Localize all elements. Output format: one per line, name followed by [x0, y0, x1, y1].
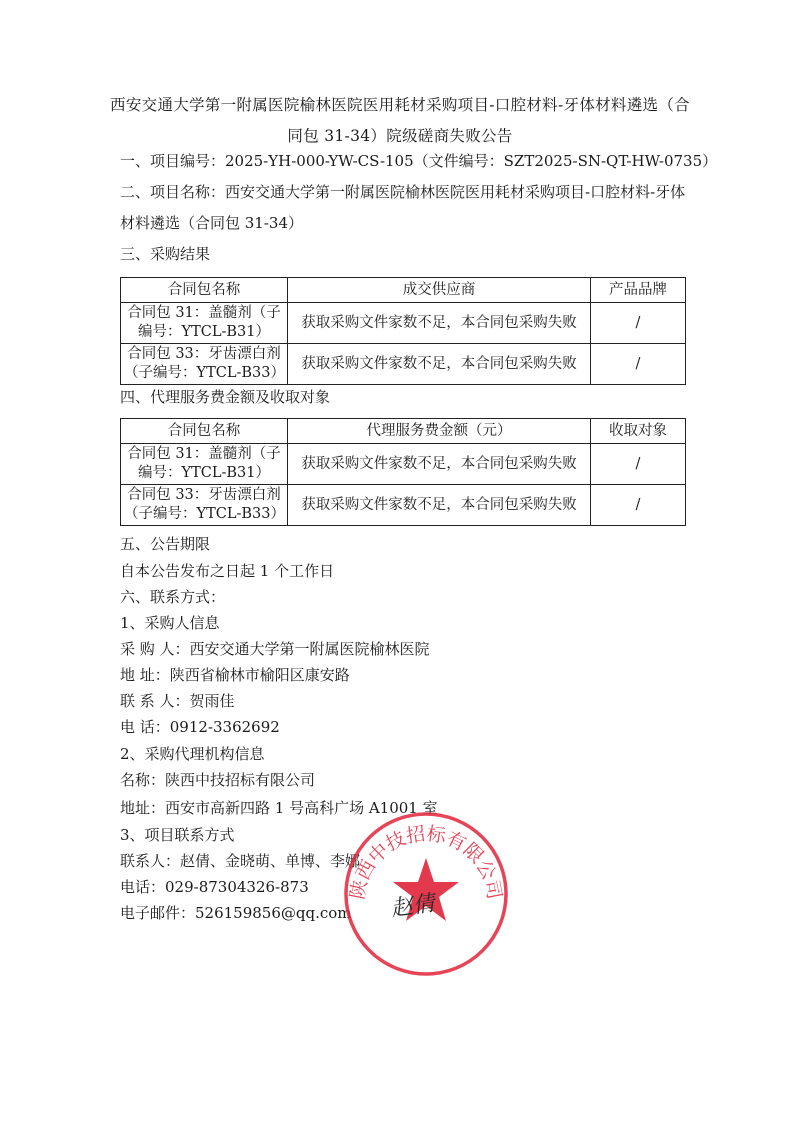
table-cell: 合同包 31：盖髓剂（子编号：YTCL-B31）	[121, 303, 288, 344]
agency-name: 名称：陕西中技招标有限公司	[120, 771, 316, 789]
seal-text: 陕西中技招标有限公司	[346, 822, 506, 902]
table-cell: /	[591, 485, 686, 526]
purchaser-address: 地 址：陕西省榆林市榆阳区康安路	[120, 666, 350, 684]
table-cell: 合同包 33：牙齿漂白剂（子编号：YTCL-B33）	[121, 344, 288, 385]
agency-heading: 2、采购代理机构信息	[120, 745, 265, 763]
purchaser-name: 采 购 人：西安交通大学第一附属医院榆林医院	[120, 640, 430, 658]
section-announcement-period: 五、公告期限	[120, 535, 211, 553]
table-cell: 获取采购文件家数不足，本合同包采购失败	[288, 485, 591, 526]
table-row	[121, 303, 686, 344]
project-contact-phone: 电话：029-87304326-873	[120, 878, 309, 896]
table-row	[121, 344, 686, 385]
project-name: 二、项目名称：西安交通大学第一附属医院榆林医院医用耗材采购项目-口腔材料-牙体材料遴选（合同包 31-34）	[120, 183, 686, 232]
table-row	[121, 485, 686, 526]
table-cell: /	[591, 344, 686, 385]
document-title: 西安交通大学第一附属医院榆林医院医用耗材采购项目-口腔材料-牙体材料遴选（合同包 31-34）院级磋商失败公告	[110, 96, 690, 145]
table-cell: 获取采购文件家数不足，本合同包采购失败	[288, 303, 591, 344]
table-row	[121, 444, 686, 485]
table-cell: 合同包 33：牙齿漂白剂（子编号：YTCL-B33）	[121, 485, 288, 526]
table-header-row	[121, 419, 686, 444]
table-header-cell: 成交供应商	[288, 278, 591, 303]
table-cell: 获取采购文件家数不足，本合同包采购失败	[288, 444, 591, 485]
company-seal	[340, 808, 512, 980]
agency-fee-table	[120, 418, 686, 526]
table-header-cell: 合同包名称	[121, 419, 288, 444]
table-cell: /	[591, 303, 686, 344]
purchaser-heading: 1、采购人信息	[120, 614, 220, 632]
section-purchase-result: 三、采购结果	[120, 245, 211, 263]
project-contact-heading: 3、项目联系方式	[120, 826, 235, 844]
table-cell: 获取采购文件家数不足，本合同包采购失败	[288, 344, 591, 385]
project-number: 一、项目编号：2025-YH-000-YW-CS-105（文件编号：SZT2025-SN-QT-HW-0735）	[120, 152, 718, 170]
section-contact: 六、联系方式：	[120, 588, 226, 606]
table-header-cell: 产品品牌	[591, 278, 686, 303]
project-contact-people: 联系人：赵倩、金晓萌、单博、李娜	[120, 852, 361, 870]
purchase-result-table	[120, 277, 686, 385]
table-header-cell: 合同包名称	[121, 278, 288, 303]
table-header-cell: 收取对象	[591, 419, 686, 444]
table-cell: 合同包 31：盖髓剂（子编号：YTCL-B31）	[121, 444, 288, 485]
purchaser-contact: 联 系 人：贺雨佳	[120, 692, 235, 710]
table-cell: /	[591, 444, 686, 485]
agency-address: 地址：西安市高新四路 1 号高科广场 A1001 室	[120, 799, 438, 817]
handwritten-signature: 赵倩	[389, 891, 437, 922]
table-header-row	[121, 278, 686, 303]
section-agency-fee: 四、代理服务费金额及收取对象	[120, 388, 331, 406]
purchaser-phone: 电 话：0912-3362692	[120, 718, 280, 736]
table-header-cell: 代理服务费金额（元）	[288, 419, 591, 444]
project-contact-email: 电子邮件：526159856@qq.com	[120, 904, 352, 922]
announcement-period: 自本公告发布之日起 1 个工作日	[120, 562, 335, 580]
